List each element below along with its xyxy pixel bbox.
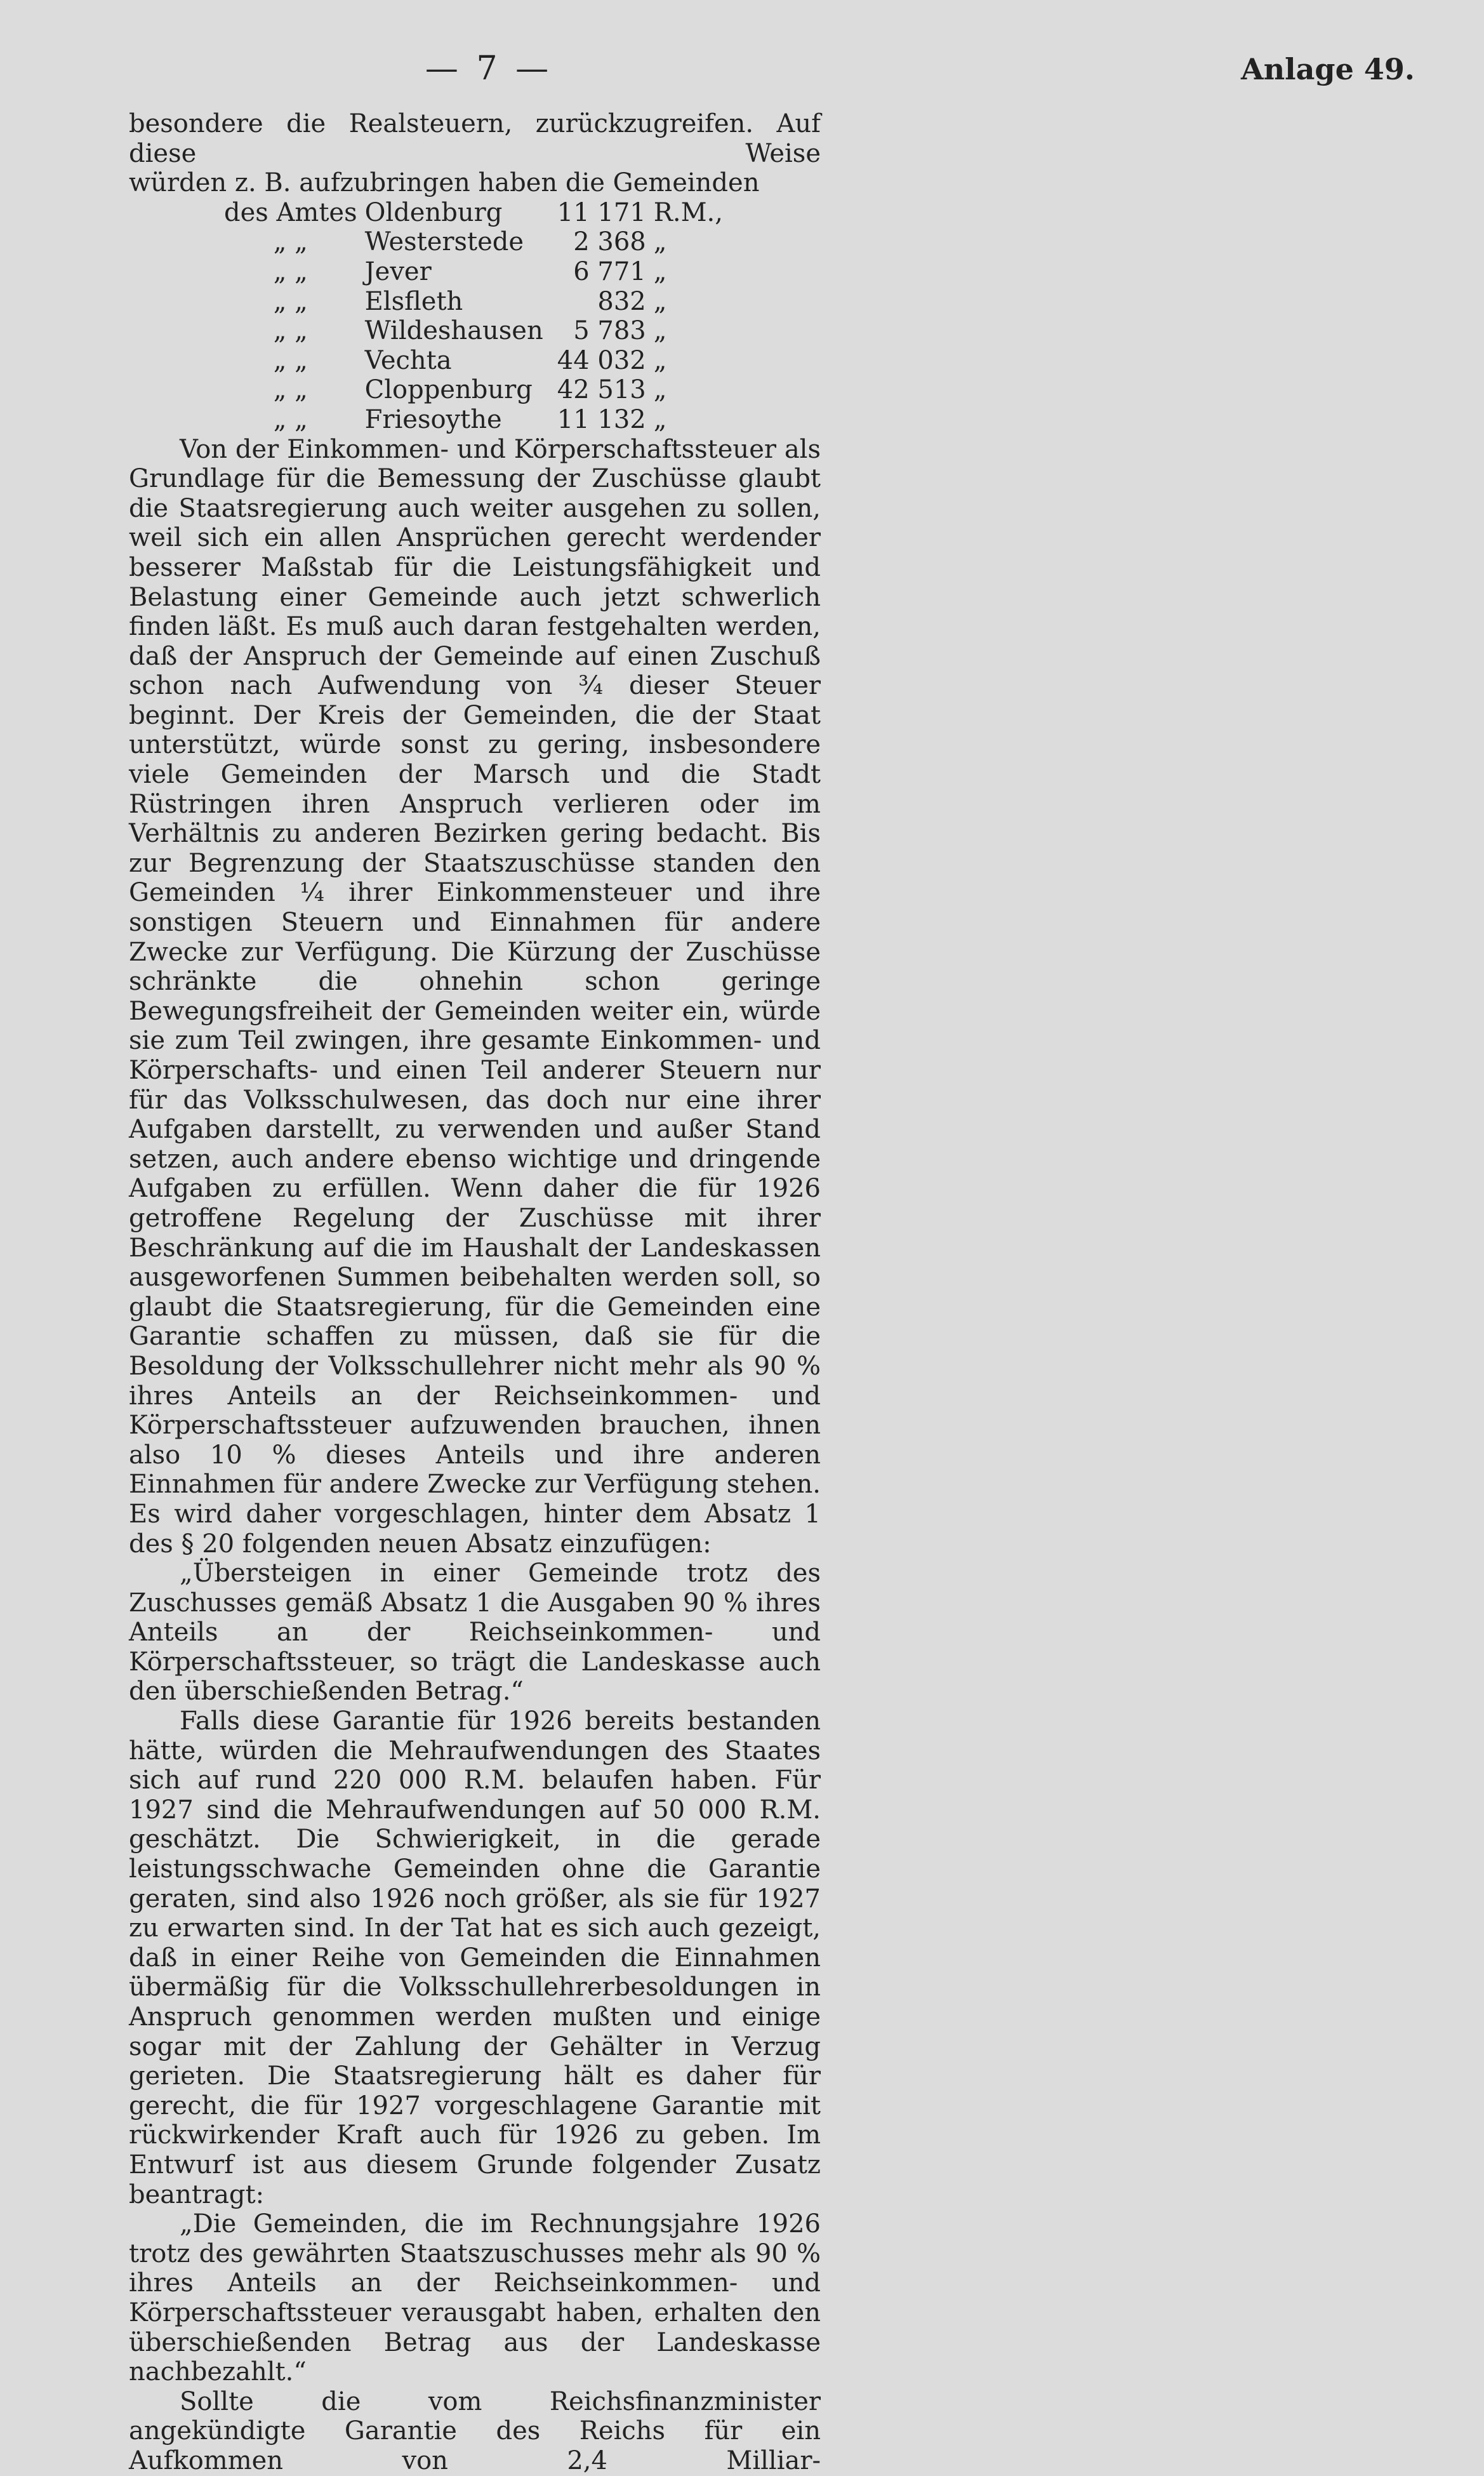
amount-place: Westerstede	[364, 227, 524, 257]
amount-place: Jever	[364, 256, 432, 286]
amount-unit: „	[653, 404, 667, 434]
amount-row	[224, 257, 731, 287]
amount-unit: „	[653, 256, 667, 286]
intro-line: würden z. B. aufzubringen haben die Gemeinden	[129, 168, 760, 198]
amount-prefix: „ „	[273, 345, 308, 375]
page-number: — 7 —	[425, 50, 553, 88]
amount-place: Oldenburg	[364, 197, 503, 227]
amount-unit: „	[653, 345, 667, 375]
amount-value: 42 513	[557, 375, 646, 405]
amount-unit: „	[653, 375, 667, 405]
amount-place: Cloppenburg	[364, 375, 533, 405]
amount-unit: „	[653, 316, 667, 346]
amount-row	[224, 405, 731, 435]
amount-row	[224, 227, 731, 257]
amount-value: 5 783	[573, 316, 646, 346]
quoted-amendment: „Die Gemeinden, die im Rechnungsjahre 1926 trotz des gewährten Staatszuschusses mehr als 90 % ihres Anteils an der Reichseinkommen- und Körperschaftssteuer verausgabt haben, erhalten den überschießenden Betrag aus der Landeskasse nachbezahlt.“	[129, 2209, 821, 2387]
amount-value: 11 171	[557, 197, 646, 227]
amount-prefix: „ „	[273, 256, 308, 286]
amount-row	[224, 346, 731, 376]
amount-prefix: „ „	[273, 404, 308, 434]
amount-unit: „	[653, 286, 667, 316]
amount-value: 2 368	[573, 227, 646, 257]
intro-line: besondere die Realsteuern, zurückzugreifen. Auf diese Weise	[129, 109, 821, 168]
body-paragraph: Von der Einkommen- und Körperschaftssteuer als Grundlage für die Bemessung der Zuschüsse glaubt die Staatsregierung auch weiter ausgehen zu sollen, weil sich ein allen Ansprüchen gerecht werdender besserer Maßstab für die Leistungsfähigkeit und Belastung einer Gemeinde auch jetzt schwerlich finden läßt. Es muß auch daran festgehalten werden, daß der Anspruch der Gemeinde auf einen Zuschuß schon nach Aufwendung von ¾ dieser Steuer beginnt. Der Kreis der Gemeinden, die der Staat unterstützt, würde sonst zu gering, insbesondere viele Gemeinden der Marsch und die Stadt Rüstringen ihren Anspruch verlieren oder im Verhältnis zu anderen Bezirken gering bedacht. Bis zur Begrenzung der Staatszuschüsse standen den Gemeinden ¼ ihrer Einkommensteuer und ihre sonstigen Steuern und Einnahmen für andere Zwecke zur Verfügung. Die Kürzung der Zuschüsse schränkte die ohnehin schon geringe Bewegungsfreiheit der Gemeinden weiter ein, würde sie zum Teil zwingen, ihre gesamte Einkommen- und Körperschafts- und einen Teil anderer Steuern nur für das Volksschulwesen, das doch nur eine ihrer Aufgaben darstellt, zu verwenden und außer Stand setzen, auch andere ebenso wichtige und dringende Aufgaben zu erfüllen. Wenn daher die für 1926 getroffene Regelung der Zuschüsse mit ihrer Beschränkung auf die im Haushalt der Landeskassen ausgeworfenen Summen beibehalten werden soll, so glaubt die Staatsregierung, für die Gemeinden eine Garantie schaffen zu müssen, daß sie für die Besoldung der Volksschullehrer nicht mehr als 90 % ihres Anteils an der Reichseinkommen- und Körperschaftssteuer aufzuwenden brauchen, ihnen also 10 % dieses Anteils und ihre anderen Einnahmen für andere Zwecke zur Verfügung stehen. Es wird daher vorgeschlagen, hinter dem Absatz 1 des § 20 folgenden neuen Absatz einzufügen:	[129, 434, 821, 1559]
amount-prefix: des Amtes	[224, 197, 357, 227]
amount-place: Vechta	[364, 345, 452, 375]
amount-value: 44 032	[557, 345, 646, 375]
body-paragraph: Falls diese Garantie für 1926 bereits bestanden hätte, würden die Mehraufwendungen des Staates sich auf rund 220 000 R.M. belaufen haben. Für 1927 sind die Mehraufwendungen auf 50 000 R.M. geschätzt. Die Schwierigkeit, in die gerade leistungsschwache Gemeinden ohne die Garantie geraten, sind also 1926 noch größer, als sie für 1927 zu erwarten sind. In der Tat hat es sich auch gezeigt, daß in einer Reihe von Gemeinden die Einnahmen übermäßig für die Volksschullehrerbesoldungen in Anspruch genommen werden mußten und einige sogar mit der Zahlung der Gehälter in Verzug gerieten. Die Staatsregierung hält es daher für gerecht, die für 1927 vorgeschlagene Garantie mit rückwirkender Kraft auch für 1926 zu geben. Im Entwurf ist aus diesem Grunde folgender Zusatz beantragt:	[129, 1707, 821, 2209]
text-column	[129, 109, 821, 2476]
amount-prefix: „ „	[273, 375, 308, 405]
amount-prefix: „ „	[273, 316, 308, 346]
amount-row	[224, 198, 731, 228]
body-paragraph: Sollte die vom Reichsfinanzminister angekündigte Garantie des Reichs für ein Aufkommen von 2,4 Milliar-	[129, 2386, 821, 2475]
amount-row	[224, 375, 731, 405]
annex-label: Anlage 49.	[1241, 52, 1415, 86]
amount-place: Elsfleth	[364, 286, 463, 316]
amount-unit: R.M.,	[653, 197, 723, 227]
quoted-amendment: „Übersteigen in einer Gemeinde trotz des Zuschusses gemäß Absatz 1 die Ausgaben 90 % ihres Anteils an der Reichseinkommen- und Körperschaftssteuer, so trägt die Landeskasse auch den überschießenden Betrag.“	[129, 1559, 821, 1707]
amount-place: Wildeshausen	[364, 316, 543, 346]
amount-prefix: „ „	[273, 286, 308, 316]
amount-value: 832	[597, 286, 646, 316]
amount-row	[224, 316, 731, 346]
amount-value: 6 771	[573, 256, 646, 286]
amount-prefix: „ „	[273, 227, 308, 257]
amount-row	[224, 287, 731, 317]
amounts-table	[224, 198, 731, 435]
amount-value: 11 132	[557, 404, 646, 434]
amount-unit: „	[653, 227, 667, 257]
amount-place: Friesoythe	[364, 404, 502, 434]
